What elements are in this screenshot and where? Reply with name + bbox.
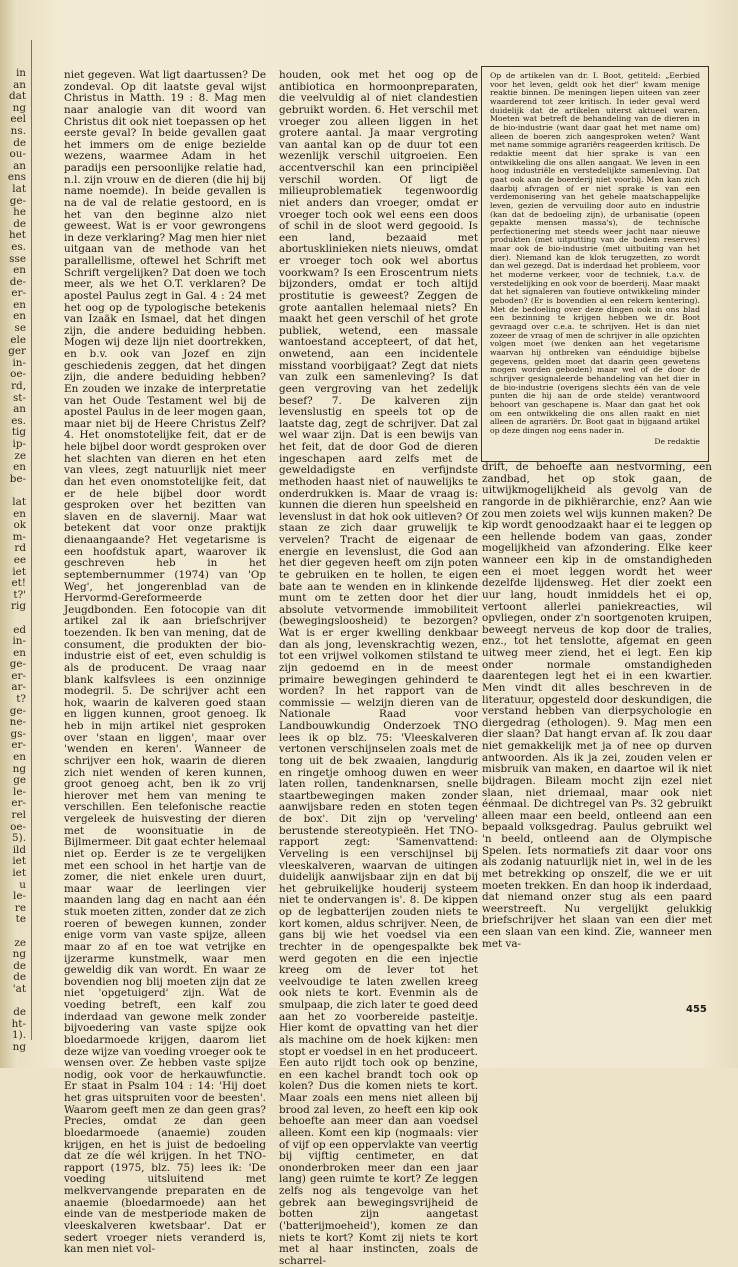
- edge-fragment: en: [13, 310, 26, 323]
- edge-fragment: rd: [14, 542, 26, 555]
- edge-fragment: de: [13, 136, 26, 149]
- edge-fragment: te: [15, 913, 26, 926]
- edge-fragment: in-: [12, 635, 26, 648]
- edge-fragment: en: [13, 751, 26, 764]
- edge-fragment: 5).: [12, 832, 26, 845]
- edge-fragment: u: [19, 878, 26, 891]
- edge-fragment: ng: [12, 1040, 26, 1053]
- edge-fragment: ger: [8, 345, 26, 358]
- edge-fragment: es.: [11, 240, 26, 253]
- edge-fragment: dat: [8, 90, 26, 103]
- edge-fragment: en: [13, 646, 26, 659]
- column-rule: [31, 40, 32, 1040]
- editorial-note-box: [481, 66, 709, 462]
- article-column-1: [64, 69, 266, 1256]
- edge-fragment: ild: [12, 843, 26, 856]
- edge-fragment: er-: [11, 797, 26, 810]
- edge-fragment: ou-: [9, 148, 26, 161]
- edge-fragment: sse: [9, 252, 26, 265]
- edge-fragment: tig: [11, 426, 26, 439]
- edge-fragment: eel: [10, 113, 26, 126]
- edge-fragment: ze: [14, 936, 26, 949]
- edge-fragment: ens: [7, 171, 26, 184]
- edge-fragment: iet: [12, 565, 26, 578]
- edge-fragment: be-: [9, 472, 26, 485]
- edge-fragment: le-: [13, 890, 26, 903]
- edge-fragment: [0, 926, 26, 938]
- edge-fragment: en: [13, 461, 26, 474]
- edge-fragment: ng: [12, 948, 26, 961]
- edge-fragment: lat: [12, 182, 26, 195]
- edge-fragment: 1).: [12, 1029, 26, 1042]
- edge-fragment: se: [14, 322, 26, 335]
- edge-fragment: ns.: [10, 124, 26, 137]
- edge-fragment: iet: [12, 866, 26, 879]
- edge-fragment: ge-: [9, 194, 26, 207]
- edge-fragment: ge: [13, 774, 26, 787]
- edge-fragment: re: [14, 901, 26, 914]
- edge-fragment: le-: [13, 785, 26, 798]
- edge-fragment: ip-: [12, 438, 26, 450]
- edge-fragment: ok: [13, 519, 26, 532]
- edge-fragment: in-: [12, 356, 26, 369]
- edge-fragment: ht-: [11, 1017, 26, 1030]
- edge-fragment: de: [13, 1006, 26, 1019]
- edge-fragment: t?': [13, 588, 26, 601]
- edge-fragment: ne-: [9, 716, 26, 729]
- article-column-3: [482, 462, 712, 1010]
- edge-fragment: er-: [11, 287, 26, 300]
- edge-fragment: st-: [12, 391, 26, 404]
- edge-fragment: an: [13, 403, 26, 416]
- edge-fragment: t?: [16, 693, 26, 706]
- edge-fragment: rig: [11, 600, 26, 613]
- page-number: 455: [686, 1004, 707, 1015]
- edge-fragment: de-: [9, 275, 26, 288]
- edge-fragment: et!: [11, 577, 26, 590]
- edge-fragment: an: [13, 159, 26, 172]
- edge-fragment: [0, 613, 26, 625]
- edge-fragment: ge-: [9, 658, 26, 671]
- column-2-text: houden, ook met het oog op de antibiotica en hormoonpreparaten, die veelvuldig al of niet clandestien gebruikt worden. 6. Het verschil met vroeger zou alleen liggen in het grotere aantal. Ja maar vergroting van aantal kan op de duur tot een wezenlijk verschil uitgroeien. Een accentverschil kan een principiëel verschil worden. Of ligt de milieuproblematiek tegenwoordig niet anders dan vroeger, omdat er vroeger toch ook wel eens een doos of schil in de sloot werd gegooid. Is een land, bezaaid met abortusklinieken niets nieuws, omdat er vroeger toch ook wel abortus voorkwam? Is een Eroscentrum niets bijzonders, omdat er toch altijd prostitutie is geweest? Zeggen de grote aantallen helemaal niets? En maakt het geen verschil of het grote publiek, wetend, een massale wantoestand accepteert, of dat het, onwetend, aan een incidentele misstand voorbijgaat? Zegt dat niets van zulk een samenleving? Is dat geen vergroving van het zedelijk besef? 7. De kalveren zijn levenslustig en speels tot op de laatste dag, zegt de schrijver. Dat zal wel waar zijn. Dat is een bewijs van het feit, dat de door God de dieren ingeschapen aard zelfs met de geweldadigste en verfijndste methoden haast niet of nauwelijks te onderdrukken is. Maar de vraag is: kunnen die dieren hun speelsheid en levenslust in dat hok ook uitleven? Of staan ze zich daar gruwelijk te vervelen? Tracht de eigenaar de energie en levenslust, die God aan het dier gegeven heeft om zijn poten te gebruiken en te hollen, te eigen bate aan te wenden en in klinkende munt om te zetten door het dier absolute vetvormende immobiliteit (bewegingsloosheid) te bezorgen? Wat is er erger kwelling denkbaar dan als jong, levenskrachtig wezen, tot een vrijwel volkomen stilstand te zijn gedoemd en in de meest primaire bewegingen gehinderd te worden? In het rapport van de commissie — welzijn dieren van de Nationale Raad voor Landbouwkundig Onderzoek TNO lees ik op blz. 75: 'Vleeskalveren vertonen verschijnselen zoals met de tong uit de bek zwaaien, langdurig en ringetje omhoog duwen en weer laten rollen, tandenknarsen, snelle staartbewegingen maken zonder aanwijsbare reden en stoten tegen de box'. Dit zijn op 'verveling' berustende stereotypieën. Het TNO-rapport zegt: 'Samenvattend: Verveling is een verschijnsel bij vleeskalveren, waarvan de uitingen duidelijk aanwijsbaar zijn en dat bij het gebruikelijke houderij systeem niet te ondervangen is'. 8. De kippen op de legbatterijen zouden niets te kort komen, aldus schrijver. Neen, de gans bij wie het voedsel via een trechter in de opengespalkte bek werd gegoten en die een injectie kreeg om de lever tot het veelvoudige te laten zwellen kreeg ook niets te kort. Evenmin als de smulpaap, die zich later te goed deed aan het zo voorbereide pasteitje. Hier komt de opvatting van het dier als machine om de hoek kijken: men stopt er voedsel in en het produceert. Een auto rijdt toch ook op benzine, en een kachel brandt toch ook op kolen? Dus die komen niets te kort. Maar zoals een mens niet alleen bij brood zal leven, zo heeft een kip ook behoefte aan meer dan aan voedsel alleen. Komt een kip (nogmaals: vier of vijf op een oppervlakte van veertig bij vijftig centimeter, en dat ononderbroken meer dan een jaar lang) geen ruimte te kort? Ze leggen zelfs nog als tengevolge van het gebrek aan bewegingsvrijheid de botten zijn aangetast ('batterijmoeheid'), komen ze dan niets te kort? Komt zij niets te kort met al haar instincten, zoals de scharrel-: [279, 69, 478, 1267]
- edge-fragment: in: [15, 67, 26, 79]
- edge-fragment: ed: [13, 623, 26, 636]
- edge-fragment: ele: [10, 333, 26, 346]
- edge-fragment: er-: [11, 739, 26, 752]
- facing-page-edge-fragments: [0, 67, 26, 1053]
- edge-fragment: oe-: [10, 368, 26, 381]
- edge-fragment: de: [13, 971, 26, 984]
- editorial-signature: De redaktie: [654, 436, 700, 446]
- edge-fragment: iet: [12, 855, 26, 868]
- edge-fragment: an: [13, 78, 26, 91]
- edge-fragment: er-: [11, 669, 26, 682]
- edge-fragment: gs-: [10, 727, 26, 740]
- edge-fragment: ar-: [11, 681, 26, 694]
- edge-fragment: de: [13, 217, 26, 230]
- edge-fragment: m-: [12, 530, 26, 543]
- edge-fragment: rel: [11, 809, 26, 821]
- edge-fragment: de: [13, 959, 26, 972]
- edge-fragment: rd,: [11, 380, 26, 393]
- edge-fragment: 'at: [12, 982, 26, 995]
- edge-fragment: en: [13, 507, 26, 520]
- edge-fragment: het: [8, 229, 26, 242]
- edge-fragment: ze: [14, 449, 26, 462]
- edge-fragment: ng: [12, 762, 26, 775]
- edge-fragment: ee: [13, 553, 26, 566]
- editorial-note-text: Op de artikelen van dr. I. Boot, getiteld: „Eerbied voor het leven, geldt ook het dier" kwam menige reaktie binnen. De meningen liepen uiteen van zeer waarderend tot zeer kritisch. In ieder geval werd duidelijk dat de artikelen uiterst aktueel waren. Moeten wat betreft de behandeling van de dieren in de bio-industrie (want daar gaat het met name om) alleen de boeren zich aangesproken weten? Want met name sommige agrariërs reageerden kritisch. De redaktie meent dat hier sprake is van een ontwikkeling die ons allen aangaat. We leven in een hoog industriële en verstedelijkte samenleving. Dat gaat ook aan de boerderij niet voorbij. Men kan zich daarbij afvragen of er niet sprake is van een verdemonisering van het gehele maatschappelijke leven, gezien de vervuiling door auto en industrie (kan dat de bedoeling zijn), de urbanisatie (opeen gepakte mensen massa's), de technische perfectionering met steeds weer jacht naar nieuwe produkten (met uitputting van de bodem reserves) maar ook de bio-industrie (met uitbuiting van het dier). Niemand kan de klok terugzetten, zo wordt dan wel gezegd. Dat is inderdaad het probleem, voor het moderne verkeer, voor de techniek, t.a.v. de verstedelijking en ook voor de boerderij. Maar maakt dat het signaleren van foutieve ontwikkeling minder geboden? (Er is bovendien al een rekern kentering). Met de bedoeling over deze dingen ook in ons blad een bezinning te krijgen hebben we dr. Boot gevraagd over c.e.a. te schrijven. Het is dan niet zozeer de vraag of men de schrijver in alle opzichten volgen moet (we denken aan het vegetarisme waarvan hij ontbreken van eénduidige bijbelse gegevens, gelden moet dat daarin geen gewetens mogen worden geboden) maar wel of de door de schrijver gesignaleerde behandeling van het dier in de bio-industrie (overigens slechts één van de vele punten die hij aan de orde stelde) verantwoord behoort van geschapene is. Maar dan gaat het ook om een ontwikkeling die ons allen raakt en niet alleen de agrariërs. Dr. Boot gaat in bijgaand artikel op deze dingen nog eens nader in.: [490, 71, 700, 435]
- edge-fragment: en: [13, 264, 26, 277]
- column-1-text: niet gegeven. Wat ligt daartussen? De zondeval. Op dit laatste geval wijst Christus in Matth. 19 : 8. Mag men naar analogie van dit woord van Christus dit ook niet toepassen op het eerste geval? In beide gevallen gaat het immers om de enige bezielde wezens, waarmee Adam in het paradijs een persoonlijke relatie had, n.l. zijn vrouw en de dieren (die hij bij name noemde). In beide gevallen is na de val de relatie gestoord, en is het van den beginne alzo niet geweest. Wat is er voor gewrongens in deze verklaring? Mag men hier niet uitgaan van de methode van het parallellisme, oftewel het Schrift met Schrift vergelijken? Dat doen we toch meer, als we het O.T. verklaren? De apostel Paulus zegt in Gal. 4 : 24 met het oog op de typologische betekenis van Izaäk en Ismael, dat het dingen zijn, die andere beduiding hebben. Mogen wij deze lijn niet doortrekken, en b.v. ook van Jozef en zijn geschiedenis zeggen, dat het dingen zijn, die andere beduiding hebben? En zouden we inzake de interpretatie van het Oude Testament wel bij de apostel Paulus in de leer mogen gaan, maar niet bij de Heere Christus Zelf? 4. Het onomstotelijke feit, dat er de hele bijbel door wordt gesproken over het slachten van dieren en het eten van vlees, zegt natuurlijk niet meer dan het even onomstotelijke feit, dat er de hele bijbel door wordt gesproken over het bezitten van slaven en de slavernij. Maar wat betekent dat voor onze praktijk dienaangaande? Het vegetarisme is een hoofdstuk apart, waarover ik geschreven heb in het septembernummer (1974) van 'Op Weg', het jongerenblad van de Hervormd-Gereformeerde Jeugdbonden. Een fotocopie van dit artikel zal ik aan briefschrijver toezenden. Ik ben van mening, dat de consument, die produkten der bio-industrie eist of eet, even schuldig is als de producent. De vraag naar blank kalfsvlees is een onzinnige modegril. 5. De schrijver acht een hok, waarin de kalveren goed staan en liggen kunnen, groot genoeg. Ik heb in mijn artikel niet gesproken over 'staan en liggen', maar over 'wenden en keren'. Wanneer de schrijver een hok, waarin de dieren zich niet wenden of keren kunnen, groot genoeg acht, ben ik zo vrij hierover met hem van mening te verschillen. Een telefonische reactie vergeleek de huisvesting der dieren met de woonsituatie in de Bijlmermeer. Dit gaat echter helemaal niet op. Eerder is ze te vergelijken met een school in het hartje van de zomer, die niet enkele uren duurt, maar waar de leerlingen vier maanden lang dag en nacht aan één stuk moeten zitten, zonder dat ze zich roeren of bewegen kunnen, zonder enige vorm van vaste spijze, alleen maar zo af en toe wat vetrijke en ijzerarme kunstmelk, waar men geweldig dik van wordt. En waar ze bovendien nog blij moeten zijn dat ze niet 'opgetuigerd' zijn. Wat de voeding betreft, een kalf zou inderdaad van gewone melk zonder bijvoedering van vaste spijze ook bloedarmoede krijgen, daarom liet deze wijze van voeding vroeger ook te wensen over. Ze hebben vaste spijze nodig, ook voor de herkauwfunctie. Er staat in Psalm 104 : 14: 'Hij doet het gras uitspruiten voor de beesten'. Waarom geeft men ze dan geen gras? Precies, omdat ze dan geen bloedarmoede (anaemie) zouden krijgen, en het is juist de bedoeling dat ze díe wél krijgen. In het TNO-rapport (1975, blz. 75) lees ik: 'De voeding uitsluitend met melkvervangende preparaten en de anaemie (bloedarmoede) aan het einde van de mestperiode maken de vleeskalveren kwetsbaar'. Dat er sedert vroeger niets veranderd is, kan men niet vol-: [64, 69, 266, 1256]
- edge-fragment: en: [13, 298, 26, 311]
- article-column-2: [279, 69, 478, 1267]
- edge-fragment: ge-: [9, 704, 26, 717]
- edge-fragment: ng: [12, 101, 26, 114]
- edge-fragment: lat: [12, 495, 26, 508]
- edge-fragment: oe-: [10, 820, 26, 833]
- edge-fragment: he: [13, 206, 26, 219]
- edge-fragment: es.: [11, 414, 26, 427]
- column-3-text: drift, de behoefte aan nestvorming, een zandbad, het op stok gaan, de uitwijkmogelijkheid als gevolg van de rangorde in de pikhiërarchie, enz? Aan wie zou men zoiets wel wijs kunnen maken? De kip wordt genoodzaakt haar ei te leggen op een hellende bodem van gaas, zonder mogelijkheid van afzondering. Elke keer wanneer een kip in de omstandigheden een ei moet leggen wordt het weer dezelfde lijdensweg. Het dier zoekt een uur lang, houdt inmiddels het ei op, vertoont allerlei paniekreacties, wil opvliegen, onder z'n soortgenoten kruipen, beweegt nerveus de kop door de tralies, enz., tot het tenslotte, afgemat en geen uitweg meer ziend, het ei legt. Een kip onder normale omstandigheden daarentegen legt het ei in een kwartier. Men vindt dit alles beschreven in de literatuur, opgesteld door deskundigen, die verstand hebben van dierpsychologie en diergedrag (ethologen). 9. Mag men een dier slaan? Dat hangt ervan af. Ik zou daar niet gemakkelijk met ja of nee op durven antwoorden. Als ik ja zei, zouden velen er misbruik van maken, en daartoe wil ik niet bijdragen. Bileam mocht zijn ezel niet slaan, niet driemaal, maar ook niet éénmaal. De dichtregel van Ps. 32 gebruikt alleen maar een beeld, ontleend aan een bepaald volksgedrag. Paulus gebruikt wel 'n beeld, ontleend aan de Olympische Spelen. Iets normatiefs zit daar voor ons als zodanig natuurlijk niet in, wel in de les met betrekking op onszelf, die we er uit moeten trekken. En dan hoop ik inderdaad, dat niemand onzer stug als een paard weerstreeft. Nu vergelijkt gelukkig briefschrijver het slaan van een dier met een slaan van een kind. Zie, wanneer men met va-: [482, 461, 712, 950]
